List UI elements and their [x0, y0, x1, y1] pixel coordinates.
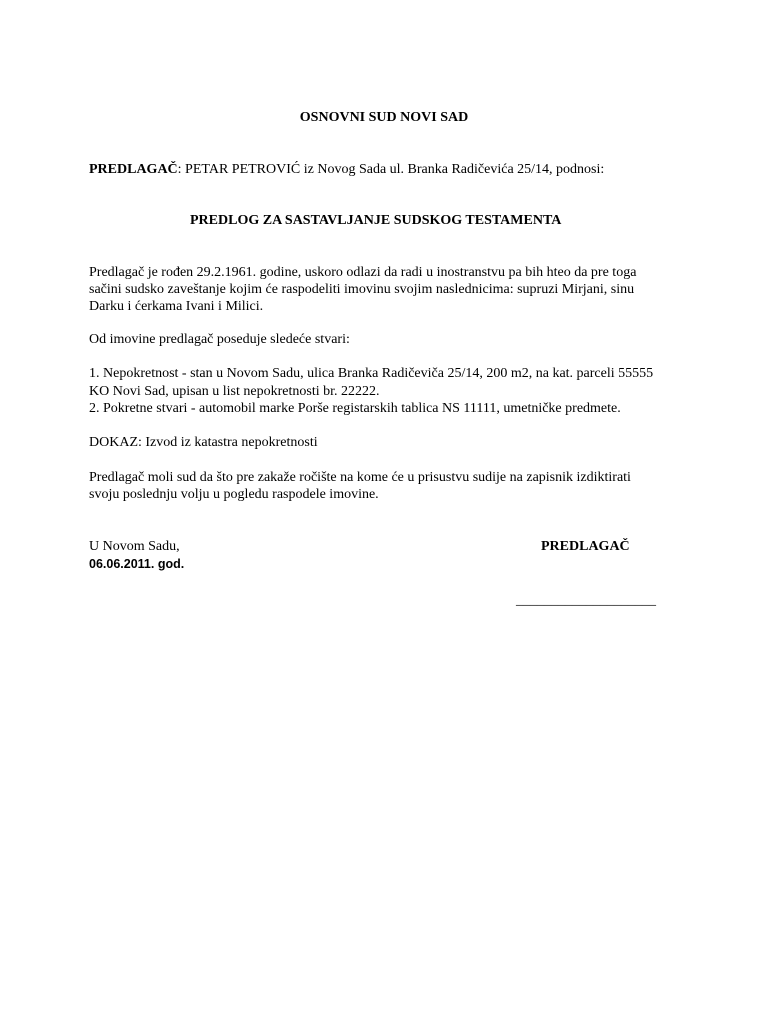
paragraph1-line1: Predlagač je rođen 29.2.1961. godine, uskoro odlazi da radi u inostranstvu pa bih hteo da pre toga [89, 265, 637, 280]
proposal-title: PREDLOG ZA SASTAVLJANJE SUDSKOG TESTAMENTA [190, 213, 562, 228]
signature-line: ____________________ [516, 593, 656, 608]
place: U Novom Sadu, [89, 539, 180, 554]
paragraph1-line2: sačini sudsko zaveštanje kojim će raspodeliti imovinu svojim naslednicima: supruzi Mirjani, sinu [89, 282, 635, 297]
petitioner-line [89, 161, 604, 179]
item-1-line2: KO Novi Sad, upisan u list nepokretnosti br. 22222. [89, 384, 380, 399]
petitioner-label: PREDLAGAČ [89, 162, 178, 177]
petitioner-text: : PETAR PETROVIĆ iz Novog Sada ul. Branka Radičevića 25/14, podnosi: [177, 162, 605, 177]
evidence: DOKAZ: Izvod iz katastra nepokretnosti [89, 435, 318, 450]
paragraph2: Od imovine predlagač poseduje sledeće stvari: [89, 332, 350, 347]
signature-label: PREDLAGAČ [541, 539, 630, 554]
item-1-line1: 1. Nepokretnost - stan u Novom Sadu, ulica Branka Radičeviča 25/14, 200 m2, na kat. parceli 55555 [89, 366, 654, 381]
court-title: OSNOVNI SUD NOVI SAD [299, 110, 469, 125]
paragraph1-line3: Darku i ćerkama Ivani i Milici. [89, 299, 264, 314]
request-line2: svoju poslednju volju u pogledu raspodele imovine. [89, 487, 379, 502]
date: 06.06.2011. god. [89, 557, 185, 571]
request-line1: Predlagač moli sud da što pre zakaže ročište na kome će u prisustvu sudije na zapisnik izdiktirati [89, 470, 631, 485]
item-2: 2. Pokretne stvari - automobil marke Porše registarskih tablica NS 11111, umetničke predmete. [89, 401, 621, 416]
